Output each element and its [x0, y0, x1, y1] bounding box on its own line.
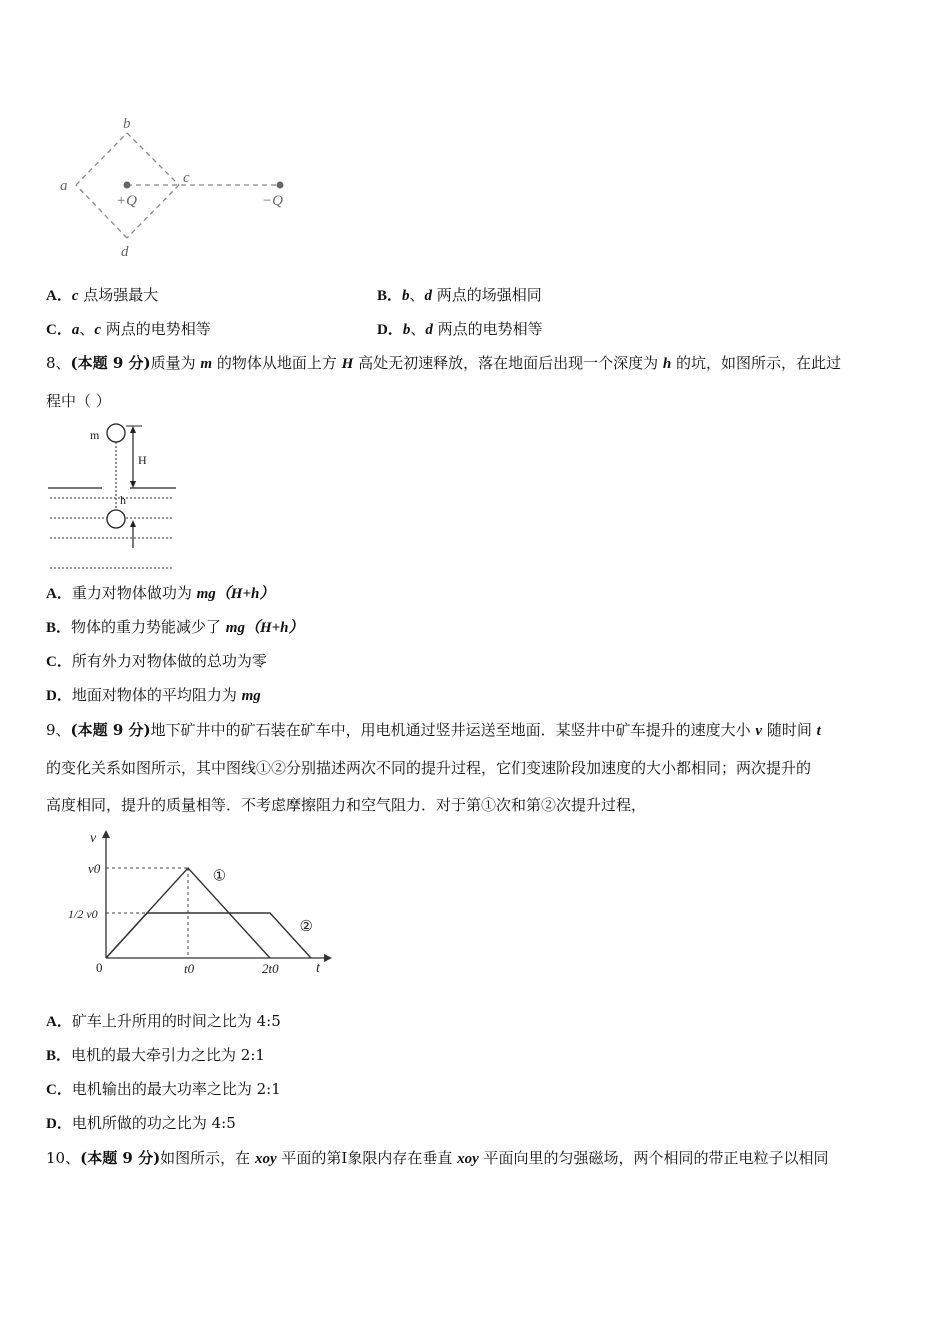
q9-stem-line2: 的变化关系如图所示，其中图线①②分别描述两次不同的提升过程，它们变速阶段加速度的大小都相同；两次提升的 — [46, 759, 812, 777]
q8-option-b[interactable]: B．物体的重力势能减少了 mg（H+h） — [46, 618, 304, 636]
x-tick-2t0: 2t0 — [262, 961, 279, 976]
q9-option-d[interactable]: D．电机所做的功之比为 4:5 — [46, 1114, 236, 1132]
chart-origin-label: 0 — [96, 960, 103, 975]
chart-x-arrowhead — [324, 954, 332, 962]
q9-velocity-time-chart — [46, 826, 346, 986]
q9-option-c[interactable]: C．电机输出的最大功率之比为 2:1 — [46, 1080, 281, 1098]
q8-H-arrowhead-bottom — [130, 481, 136, 488]
y-tick-v0: v0 — [88, 861, 101, 876]
series-label-2: ② — [299, 919, 313, 935]
q8-H-arrowhead-top — [130, 426, 136, 433]
q8-falling-object-diagram — [46, 418, 186, 574]
q7-label-minus-q: −Q — [262, 193, 283, 209]
y-tick-half-v0: 1/2 v0 — [68, 907, 98, 921]
chart-ylabel: v — [90, 831, 97, 846]
chart-xlabel: t — [316, 961, 320, 976]
q7-label-a: a — [60, 178, 68, 194]
q7-charge-diagram — [50, 110, 310, 270]
q7-option-b[interactable]: B．b、d 两点的场强相同 — [377, 286, 542, 304]
q7-plus-charge — [124, 182, 131, 189]
q7-edge-bc — [127, 133, 179, 185]
q7-label-plus-q: +Q — [116, 193, 137, 209]
q8-object-bottom — [107, 510, 125, 528]
q7-label-d: d — [121, 244, 129, 260]
q8-object-top — [107, 424, 125, 442]
q8-label-H: H — [138, 453, 147, 467]
q9-stem-line1: 9、(本题 9 分)地下矿井中的矿石装在矿车中，用电机通过竖井运送至地面．某竖井中矿车提升的速度大小 v 随时间 t — [46, 721, 821, 739]
x-tick-t0: t0 — [184, 961, 195, 976]
q8-option-a[interactable]: A．重力对物体做功为 mg（H+h） — [46, 584, 275, 602]
q9-stem-line3: 高度相同，提升的质量相等．不考虑摩擦阻力和空气阻力．对于第①次和第②次提升过程， — [46, 796, 647, 814]
q8-stem-line1: 8、(本题 9 分)质量为 m 的物体从地面上方 H 高处无初速释放，落在地面后出现一个深度为 h 的坑，如图所示，在此过 — [46, 354, 841, 372]
q9-option-b[interactable]: B．电机的最大牵引力之比为 2:1 — [46, 1046, 265, 1064]
q8-label-h: h — [120, 493, 126, 507]
series-label-1: ① — [212, 868, 227, 885]
q7-option-d[interactable]: D．b、d 两点的电势相等 — [377, 320, 543, 338]
series-line-2 — [106, 913, 311, 958]
chart-y-arrowhead — [102, 830, 110, 838]
q8-stem-line2: 程中（ ） — [46, 392, 111, 410]
q8-option-c[interactable]: C．所有外力对物体做的总功为零 — [46, 652, 267, 670]
q10-stem-line1: 10、(本题 9 分)如图所示，在 xoy 平面的第Ⅰ象限内存在垂直 xoy 平面向里的匀强磁场，两个相同的带正电粒子以相同 — [46, 1149, 829, 1167]
q7-option-a[interactable]: A．c 点场强最大 — [46, 286, 159, 304]
q7-minus-charge — [277, 182, 284, 189]
q7-option-c[interactable]: C．a、c 两点的电势相等 — [46, 320, 211, 338]
q7-label-b: b — [123, 116, 131, 132]
q8-option-d[interactable]: D．地面对物体的平均阻力为 mg — [46, 686, 261, 704]
q7-edge-ab — [76, 133, 127, 185]
q7-label-c: c — [183, 170, 190, 186]
q8-label-m: m — [90, 428, 100, 442]
q8-up-arrowhead — [130, 520, 136, 527]
q9-option-a[interactable]: A．矿车上升所用的时间之比为 4:5 — [46, 1012, 281, 1030]
